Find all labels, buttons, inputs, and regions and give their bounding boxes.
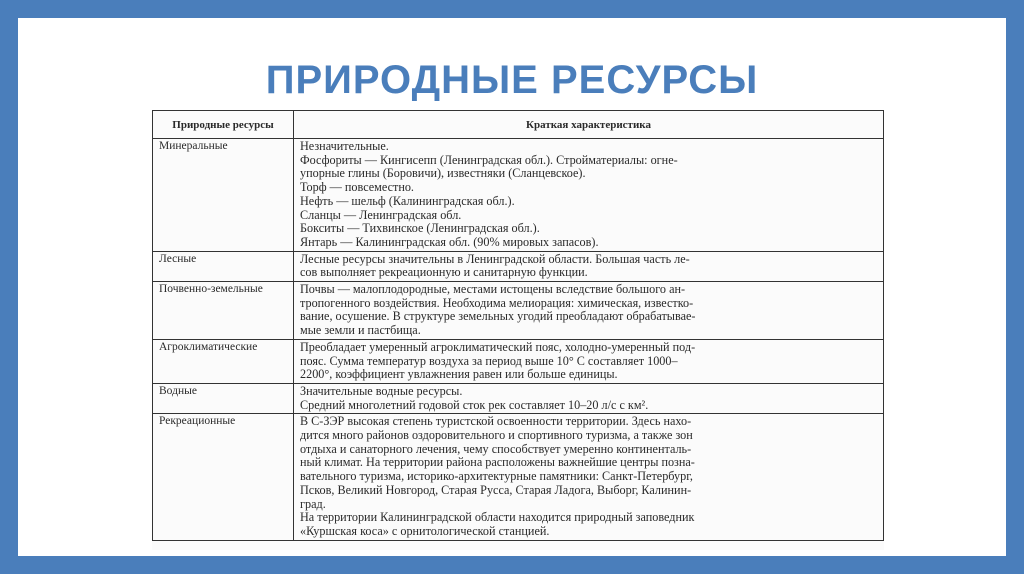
description-line: Псков, Великий Новгород, Старая Русса, Старая Ладога, Выборг, Калинин- bbox=[300, 482, 692, 497]
description-line: Янтарь — Калининградская обл. (90% мировых запасов). bbox=[300, 234, 599, 249]
table-row bbox=[153, 383, 884, 413]
slide-title: ПРИРОДНЫЕ РЕСУРСЫ bbox=[265, 58, 759, 102]
description-line: упорные глины (Боровичи), известняки (Сланцевское). bbox=[300, 166, 586, 181]
resource-description bbox=[294, 251, 884, 281]
description-line: вание, осушение. В структуре земельных угодий преобладают обрабатывае- bbox=[300, 309, 696, 324]
resource-description bbox=[294, 383, 884, 413]
description-line: град. bbox=[300, 496, 326, 511]
description-line: отдыха и санаторного лечения, чему способствует умеренно континенталь- bbox=[300, 441, 692, 456]
description-line: вательного туризма, историко-архитектурные памятники: Санкт-Петербург, bbox=[300, 469, 693, 484]
table-header-row bbox=[153, 111, 884, 139]
resources-table-scan bbox=[152, 110, 884, 550]
resources-table bbox=[152, 110, 884, 541]
description-line: Почвы — малоплодородные, местами истощены вследствие большого ан- bbox=[300, 282, 686, 297]
description-line: сов выполняет рекреационную и санитарную функции. bbox=[300, 265, 588, 280]
description-line: Сланцы — Ленинградская обл. bbox=[300, 207, 462, 222]
header-resources: Природные ресурсы bbox=[153, 111, 294, 139]
table-row bbox=[153, 414, 884, 540]
description-line: Средний многолетний годовой сток рек составляет 10–20 л/с с км². bbox=[300, 397, 649, 412]
description-line: На территории Калининградской области находится природный заповедник bbox=[300, 510, 695, 525]
description-line: пояс. Сумма температур воздуха за период выше 10° С составляет 1000– bbox=[300, 353, 678, 368]
slide bbox=[18, 18, 1006, 556]
table-row bbox=[153, 251, 884, 281]
resource-description bbox=[294, 139, 884, 252]
description-line: Торф — повсеместно. bbox=[300, 180, 414, 195]
description-line: 2200°, коэффициент увлажнения равен или больше единицы. bbox=[300, 367, 618, 382]
description-line: Незначительные. bbox=[300, 139, 389, 153]
description-line: Нефть — шельф (Калининградская обл.). bbox=[300, 193, 515, 208]
resource-name: Лесные bbox=[153, 251, 294, 281]
resource-name: Почвенно-земельные bbox=[153, 282, 294, 340]
description-line: Преобладает умеренный агроклиматический пояс, холодно-умеренный под- bbox=[300, 339, 696, 354]
resource-name: Минеральные bbox=[153, 139, 294, 252]
description-line: тропогенного воздействия. Необходима мелиорация: химическая, известко- bbox=[300, 295, 694, 310]
description-line: Бокситы — Тихвинское (Ленинградская обл.). bbox=[300, 221, 540, 236]
table-row bbox=[153, 139, 884, 252]
description-line: В С-ЗЭР высокая степень туристской освоенности территории. Здесь нахо- bbox=[300, 414, 692, 429]
description-line: Лесные ресурсы значительны в Ленинградской области. Большая часть ле- bbox=[300, 251, 690, 266]
description-line: мые земли и пастбища. bbox=[300, 323, 421, 338]
resource-name: Водные bbox=[153, 383, 294, 413]
resource-description bbox=[294, 414, 884, 540]
resource-name: Рекреационные bbox=[153, 414, 294, 540]
description-line: Фосфориты — Кингисепп (Ленинградская обл.). Стройматериалы: огне- bbox=[300, 152, 678, 167]
resource-name: Агроклиматические bbox=[153, 339, 294, 383]
resource-description bbox=[294, 339, 884, 383]
table-row bbox=[153, 282, 884, 340]
description-line: дится много районов оздоровительного и спортивного туризма, а также зон bbox=[300, 428, 693, 443]
description-line: Значительные водные ресурсы. bbox=[300, 383, 463, 398]
description-line: ный климат. На территории района расположены важнейшие центры позна- bbox=[300, 455, 695, 470]
resource-description bbox=[294, 282, 884, 340]
description-line: «Куршская коса» с орнитологической станцией. bbox=[300, 523, 550, 538]
table-row bbox=[153, 339, 884, 383]
header-description: Краткая характеристика bbox=[294, 111, 884, 139]
